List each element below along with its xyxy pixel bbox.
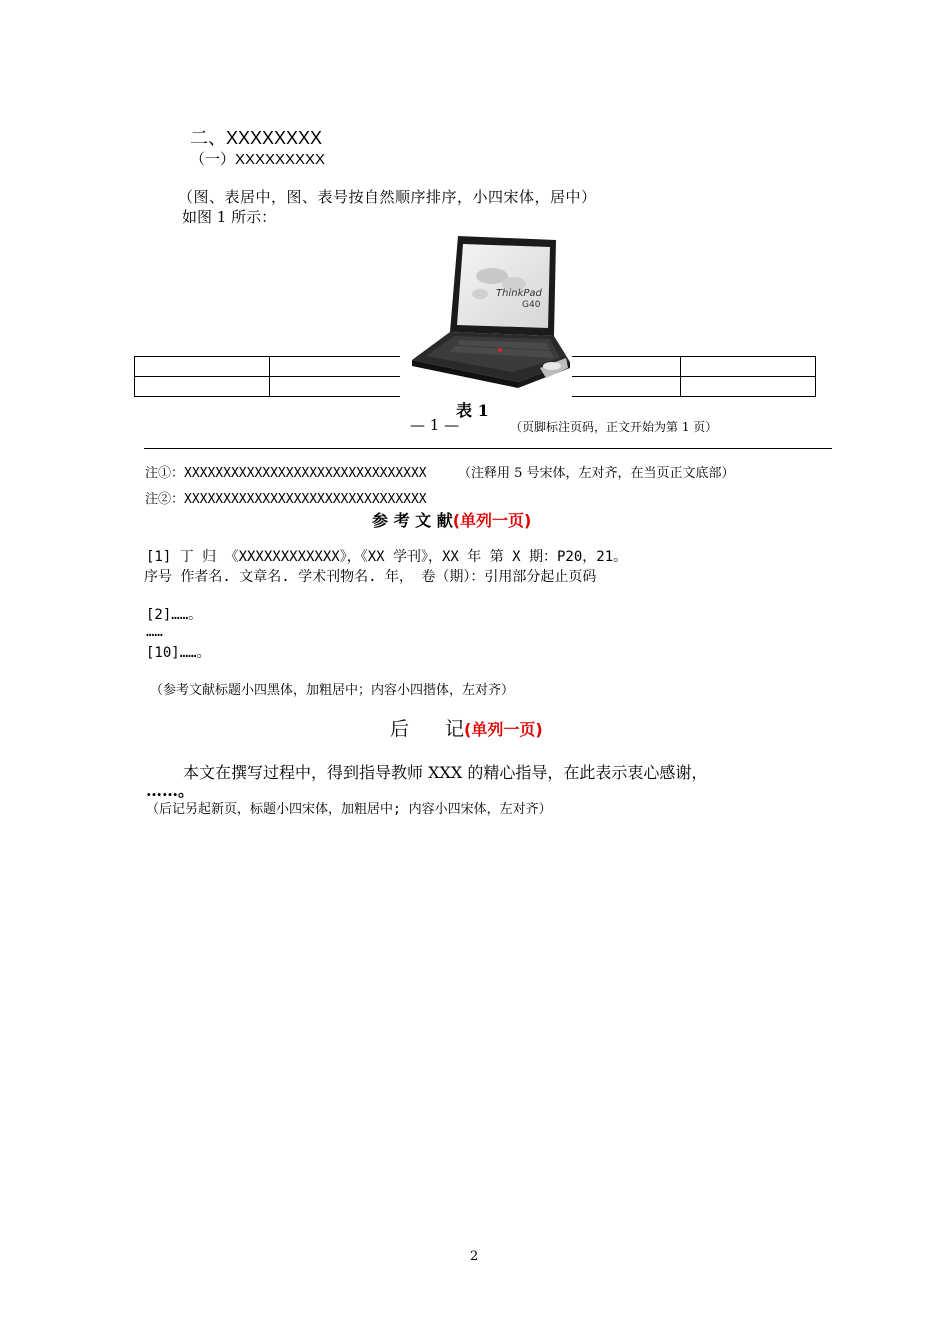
acknowledgement-body-continued: ……。 [146,781,195,800]
references-title [372,508,531,531]
acknowledgement-title-note: (单列一页) [464,720,543,739]
page-number-sample: — 1 — [410,416,460,434]
heading-level3: （一）XXXXXXXXX [190,151,326,168]
footnote-1: 注①：XXXXXXXXXXXXXXXXXXXXXXXXXXXXXXX [145,466,427,481]
reference-10: [10]……。 [146,645,211,661]
acknowledgement-format-note: （后记另起新页，标题小四宋体，加粗居中; 内容小四宋体，左对齐） [146,802,552,817]
table-cell [135,377,270,397]
laptop-image [400,232,572,400]
table-caption: 表 1 [456,401,489,420]
laptop-figure [400,232,572,400]
table-cell [680,377,815,397]
reference-ellipsis: …… [146,624,163,640]
footnote-format-note: （注释用 5 号宋体，左对齐，在当页正文底部） [458,466,735,481]
references-title-note: (单列一页) [452,511,532,530]
references-format-note: （参考文献标题小四黑体，加粗居中；内容小四揩体，左对齐） [150,683,515,698]
table-cell [680,357,815,377]
heading-level2: 二、XXXXXXXX [190,128,323,148]
page-number-note: （页脚标注页码，正文开始为第 1 页） [510,420,718,434]
references-title-text: 参 考 文 献 [372,511,453,530]
acknowledgement-title-a: 后 [390,718,410,740]
footnote-2: 注②：XXXXXXXXXXXXXXXXXXXXXXXXXXXXXXX [145,492,427,507]
reference-format-legend: 序号 作者名. 文章名. 学术刊物名. 年， 卷（期）：引用部分起止页码 [144,569,597,585]
footnote-separator [144,448,832,449]
model-text: G40 [522,300,541,310]
acknowledgement-title-b: 记 [445,718,465,740]
figure-format-note: （图、表居中，图、表号按自然顺序排序，小四宋体，居中） [178,188,597,206]
brand-text: ThinkPad [496,288,542,299]
acknowledgement-title [390,714,543,741]
table-cell [135,357,270,377]
acknowledgement-body: 本文在撰写过程中，得到指导教师 XXX 的精心指导，在此表示衷心感谢， [183,763,708,782]
page-footer-number: 2 [470,1249,479,1264]
reference-1: [1] 丁 归 《XXXXXXXXXXXX》，《XX 学刊》，XX 年 第 X 期：P20，21。 [146,549,628,565]
reference-2: [2]……。 [146,607,203,623]
figure-reference: 如图 1 所示： [182,208,277,226]
